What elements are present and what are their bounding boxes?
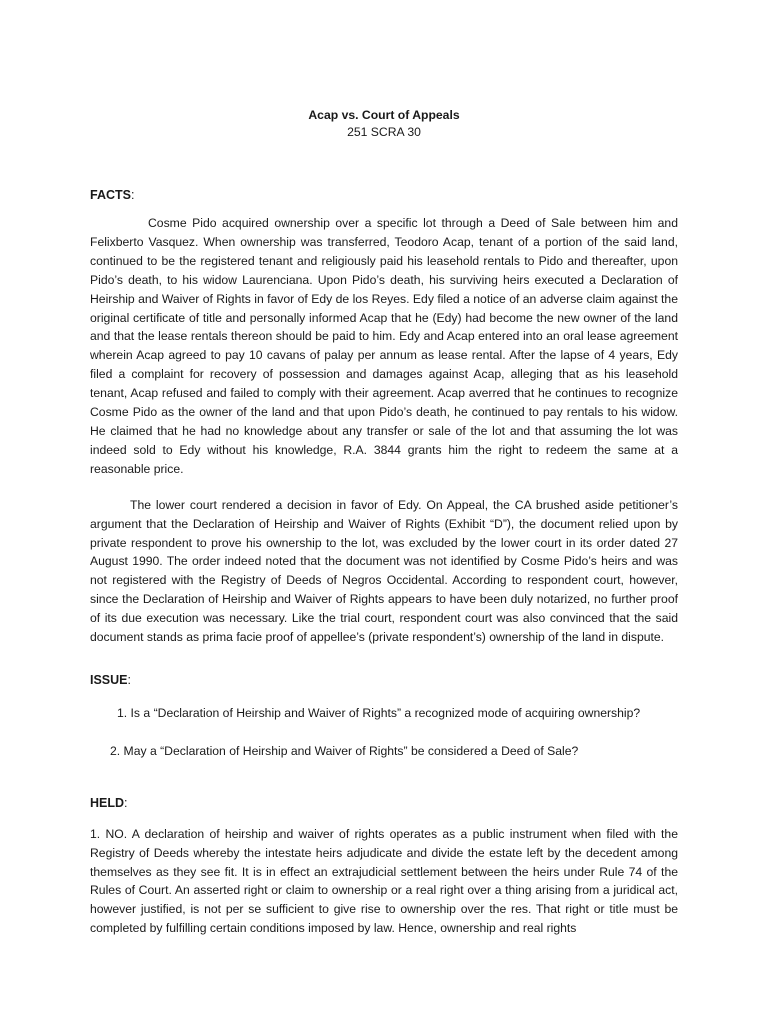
held-heading xyxy=(90,794,678,812)
document-title: Acap vs. Court of Appeals xyxy=(308,108,460,122)
held-paragraph-1: 1. NO. A declaration of heirship and waiver of rights operates as a public instrument when filed with the Registry of Deeds whereby the intestate heirs adjudicate and divide the estate left by the decedent among themselves as they see fit. It is in effect an extrajudicial settlement between the heirs under Rule 74 of the Rules of Court. An asserted right or claim to ownership or a real right over a thing arising from a juridical act, however justified, is not per se sufficient to give rise to ownership over the res. That right or title must be completed by fulfilling certain conditions imposed by law. Hence, ownership and real rights xyxy=(90,826,678,936)
issue-heading-colon: : xyxy=(127,672,131,687)
facts-heading-colon: : xyxy=(130,188,135,202)
issue-item-2: 2. May a “Declaration of Heirship and Waiver of Rights” be considered a Deed of Sale? xyxy=(110,743,579,758)
held-heading-colon: : xyxy=(124,795,128,810)
facts-heading xyxy=(90,186,678,204)
issue-heading xyxy=(90,671,678,689)
issue-item-1: 1. Is a “Declaration of Heirship and Waiver of Rights” a recognized mode of acquiring ownership? xyxy=(117,705,641,720)
held-heading-label: HELD xyxy=(90,795,125,810)
facts-paragraph-1: Cosme Pido acquired ownership over a specific lot through a Deed of Sale between him and Felixberto Vasquez. When ownership was transferred, Teodoro Acap, tenant of a portion of the said land, continued to be the registered tenant and religiously paid his leasehold rentals to Pido and thereafter, upon Pido’s death, to his widow Laurenciana. Upon Pido’s death, his surviving heirs executed a Declaration of Heirship and Waiver of Rights in favor of Edy de los Reyes. Edy filed a notice of an adverse claim against the original certificate of title and personally informed Acap that he (Edy) had become the new owner of the land and that the lease rentals thereon should be paid to him. Edy and Acap entered into an oral lease agreement wherein Acap agreed to pay 10 cavans of palay per annum as lease rental. After the lapse of 4 years, Edy filed a complaint for recovery of possession and damages against Acap, alleging that as his leasehold tenant, Acap refused and failed to comply with their agreement. Acap averred that he continues to recognize Cosme Pido as the owner of the land and that upon Pido’s death, he continued to pay rentals to his widow. He claimed that he had no knowledge about any transfer or sale of the lot and that assuming the lot was indeed sold to Edy without his knowledge, R.A. 3844 grants him the right to redeem the same at a reasonable price. xyxy=(90,216,678,476)
issue-heading-label: ISSUE xyxy=(90,672,128,687)
case-citation: 251 SCRA 30 xyxy=(347,125,421,139)
facts-paragraph-2: The lower court rendered a decision in favor of Edy. On Appeal, the CA brushed aside petitioner’s argument that the Declaration of Heirship and Waiver of Rights (Exhibit “D”), the document relied upon by private respondent to prove his ownership to the lot, was excluded by the lower court in its order dated 27 August 1990. The order indeed noted that the document was not identified by Cosme Pido’s heirs and was not registered with the Registry of Deeds of Negros Occidental. According to respondent court, however, since the Declaration of Heirship and Waiver of Rights appears to have been duly notarized, no further proof of its due execution was necessary. Like the trial court, respondent court was also convinced that the said document stands as prima facie proof of appellee’s (private respondent’s) ownership of the land in dispute. xyxy=(90,497,678,645)
facts-heading-label: FACTS xyxy=(90,188,131,202)
document-body xyxy=(90,106,678,938)
